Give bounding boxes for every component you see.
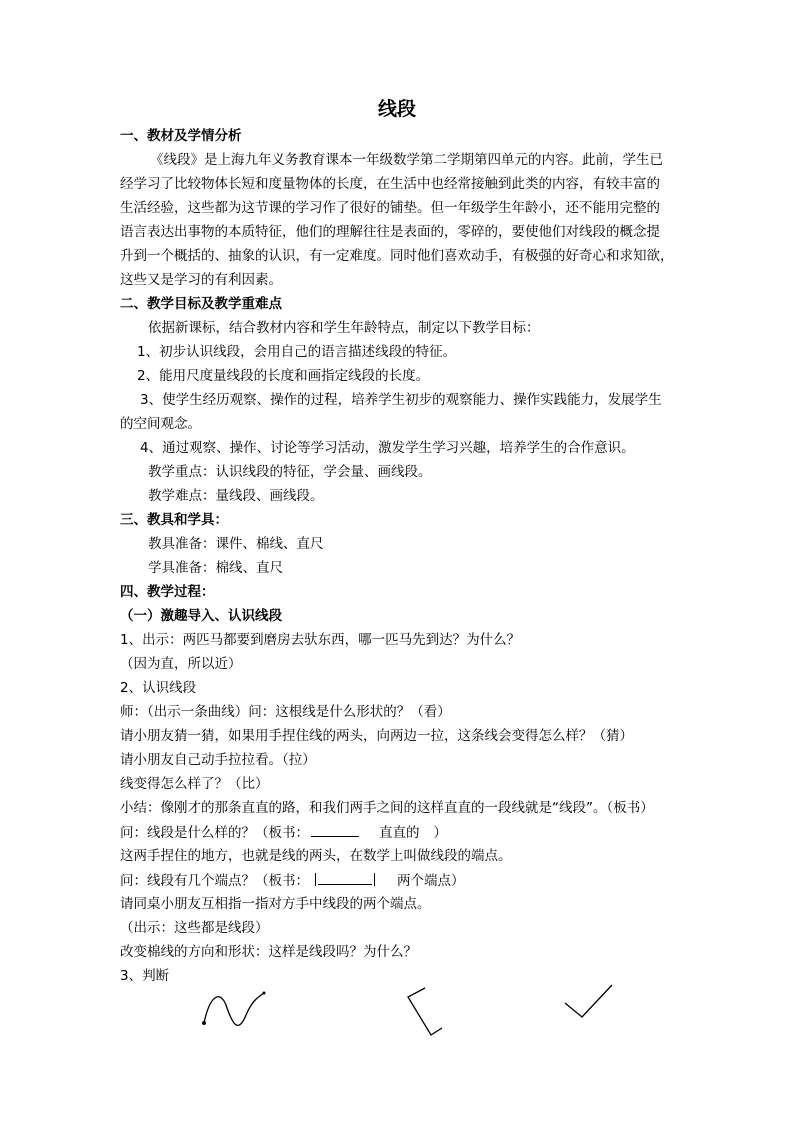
student-materials: 学具准备：棉线、直尺 [148,560,283,576]
section-heading-2: 二、教学目标及教学重难点 [120,296,282,312]
endpoint-mark [374,873,375,886]
section-heading-1: 一、教材及学情分析 [120,128,242,144]
goal-item: 4、通过观察、操作、讨论等学习活动，激发学生学习兴趣，培养学生的合作意识。 [140,440,635,456]
process-line: 这两手捏住的地方，也就是线的两头，在数学上叫做线段的端点。 [120,848,512,864]
paragraph-line: 经学习了比较物体长短和度量物体的长度，在生活中也经常接触到此类的内容，有较丰富的 [120,176,660,192]
wavy-curve-figure [202,992,266,1026]
goal-item: 1、初步认识线段，会用自己的语言描述线段的特征。 [137,344,457,360]
process-line: 小结：像刚才的那条直直的路，和我们两手之间的这样直直的一段线就是“线段”。（板书） [120,800,654,816]
judgement-figures [0,975,794,1055]
subsection-heading: （一）激趣导入、认识线段 [120,608,282,624]
process-line-with-segment [120,870,465,890]
bent-line-figure [408,988,442,1035]
board-text: 直直的 [379,825,420,841]
goal-item-continued: 的空间观念。 [120,416,201,432]
process-line: 线变得怎么样了？（比） [120,776,269,792]
process-line: 请小朋友猜一猜，如果用手捏住线的两头，向两边一拉，这条线会变得怎么样？（猜） [120,728,633,744]
endpoint-mark [315,873,316,886]
paragraph-line: 升到一个概括的、抽象的认识，有一定难度。同时他们喜欢动手，有极强的好奇心和求知欲， [120,248,674,264]
board-blank-line [311,822,359,837]
segment-line [318,870,372,885]
process-line: 改变棉线的方向和形状：这样是线段吗？为什么？ [120,944,417,960]
board-line-segment [315,873,375,889]
process-line: 请同桌小朋友互相指一指对方手中线段的两个端点。 [120,896,431,912]
closing-paren: ） [433,825,447,841]
paragraph-line: 语言表达出事物的本质特征，他们的理解往往是表面的，零碎的，要使他们对线段的概念提 [120,224,660,240]
paragraph-line: 这些又是学习的有利因素。 [120,272,282,288]
process-line: （因为直，所以近） [120,656,242,672]
process-line: 师：（出示一条曲线）问：这根线是什么形状的？（看） [120,704,451,720]
teacher-materials: 教具准备：课件、棉线、直尺 [148,536,324,552]
goal-item: 3、使学生经历观察、操作的过程，培养学生初步的观察能力、操作实践能力，发展学生 [140,392,662,408]
process-line-with-blank [120,822,447,842]
board-text: 两个端点） [397,873,465,889]
check-shaped-line-figure [565,985,612,1017]
process-line: 2、认识线段 [120,680,197,696]
goal-item: 2、能用尺度量线段的长度和画指定线段的长度。 [137,368,430,384]
section-heading-4: 四、教学过程： [120,584,215,600]
goals-intro: 依据新课标，结合教材内容和学生年龄特点，制定以下教学目标： [148,320,540,336]
page-title: 线段 [377,98,416,120]
question-text: 问：线段是什么样的？（板书： [120,825,309,841]
process-line: 1、出示：两匹马都要到磨房去驮东西，哪一匹马先到达？为什么？ [120,632,521,648]
process-line: （出示：这些都是线段） [120,920,269,936]
process-line: 请小朋友自己动手拉拉看。（拉） [120,752,316,768]
process-line: 3、判断 [120,968,170,984]
paragraph-line: 生活经验，这些都为这节课的学习作了很好的铺垫。但一年级学生年龄小，还不能用完整的 [120,200,660,216]
paragraph-line: 《线段》是上海九年义务教育课本一年级数学第二学期第四单元的内容。此前，学生已 [150,152,663,168]
section-heading-3: 三、教具和学具： [120,512,228,528]
question-text: 问：线段有几个端点？（板书： [120,873,309,889]
teaching-difficulty: 教学难点：量线段、画线段。 [148,488,324,504]
teaching-key-point: 教学重点：认识线段的特征，学会量、画线段。 [148,464,432,480]
